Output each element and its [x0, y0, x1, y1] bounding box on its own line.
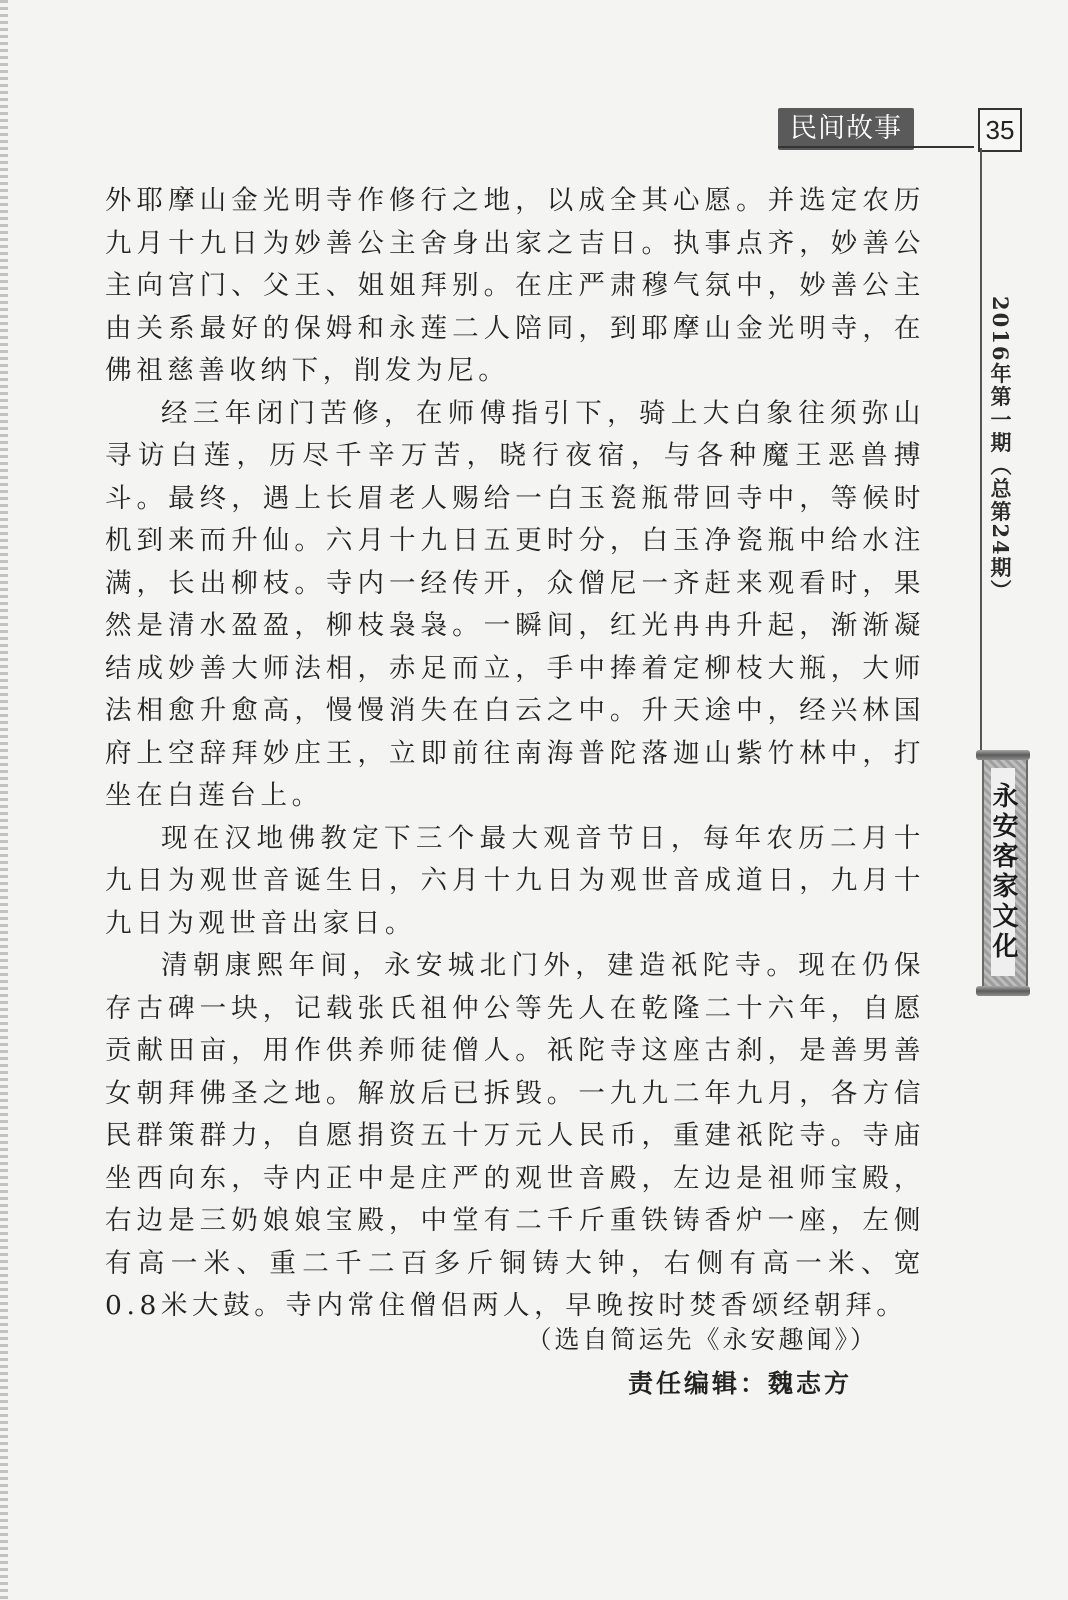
header-rule — [778, 146, 974, 148]
page-number: 35 — [978, 108, 1022, 152]
section-title-tab: 民间故事 — [778, 108, 914, 150]
banner-text: 永安客家文化 — [991, 768, 1015, 976]
scroll-body — [982, 760, 1028, 986]
paragraph: 经三年闭门苦修，在师傅指引下，骑上大白象往须弥山寻访白莲，历尽千辛万苦，晓行夜宿，与各种魔王恶兽搏斗。最终，遇上长眉老人赐给一白玉瓷瓶带回寺中，等候时机到来而升仙。六月十九日五更时分，白玉净瓷瓶中给水注满，长出柳枝。寺内一经传开，众僧尼一齐赶来观看时，果然是清水盈盈，柳枝袅袅。一瞬间，红光冉冉升起，渐渐凝结成妙善大师法相，赤足而立，手中捧着定柳枝大瓶，大师法相愈升愈高，慢慢消失在白云之中。升天途中，经兴林国府上空辞拜妙庄王，立即前往南海普陀落迦山紫竹林中，打坐在白莲台上。 — [105, 397, 925, 811]
scroll-rod-top — [976, 750, 1030, 760]
article-body — [105, 180, 925, 1328]
source-citation: （选自简运先《永安趣闻》） — [526, 1325, 878, 1354]
paragraph: 现在汉地佛教定下三个最大观音节日，每年农历二月十九日为观世音诞生日，六月十九日为观世音成道日，九月十九日为观世音出家日。 — [105, 822, 925, 939]
side-rule — [980, 148, 982, 750]
paragraph: 清朝康熙年间，永安城北门外，建造祇陀寺。现在仍保存古碑一块，记载张氏祖仲公等先人在乾隆二十六年，自愿贡献田亩，用作供养师徒僧人。祇陀寺这座古刹，是善男善女朝拜佛圣之地。解放后已拆毁。一九九二年九月，各方信民群策群力，自愿捐资五十万元人民币，重建祇陀寺。寺庙坐西向东，寺内正中是庄严的观世音殿，左边是祖师宝殿，右边是三奶娘娘宝殿，中堂有二千斤重铁铸香炉一座，左侧有高一米、重二千二百多斤铜铸大钟，右侧有高一米、宽0.8米大鼓。寺内常住僧侣两人，早晚按时焚香颂经朝拜。 — [105, 950, 925, 1321]
calligraphy-scroll-banner — [976, 750, 1030, 996]
editor-credit: 责任编辑：魏志方 — [628, 1369, 853, 1398]
scroll-rod-bottom — [976, 986, 1030, 996]
scan-edge — [0, 0, 8, 1600]
issue-info: 2016年第一期（总第24期） — [988, 296, 1013, 603]
paragraph: 外耶摩山金光明寺作修行之地，以成全其心愿。并选定农历九月十九日为妙善公主舍身出家之吉日。执事点齐，妙善公主向宫门、父王、姐姐拜别。在庄严肃穆气氛中，妙善公主由关系最好的保姆和永莲二人陪同，到耶摩山金光明寺，在佛祖慈善收纳下，削发为尼。 — [105, 185, 925, 386]
